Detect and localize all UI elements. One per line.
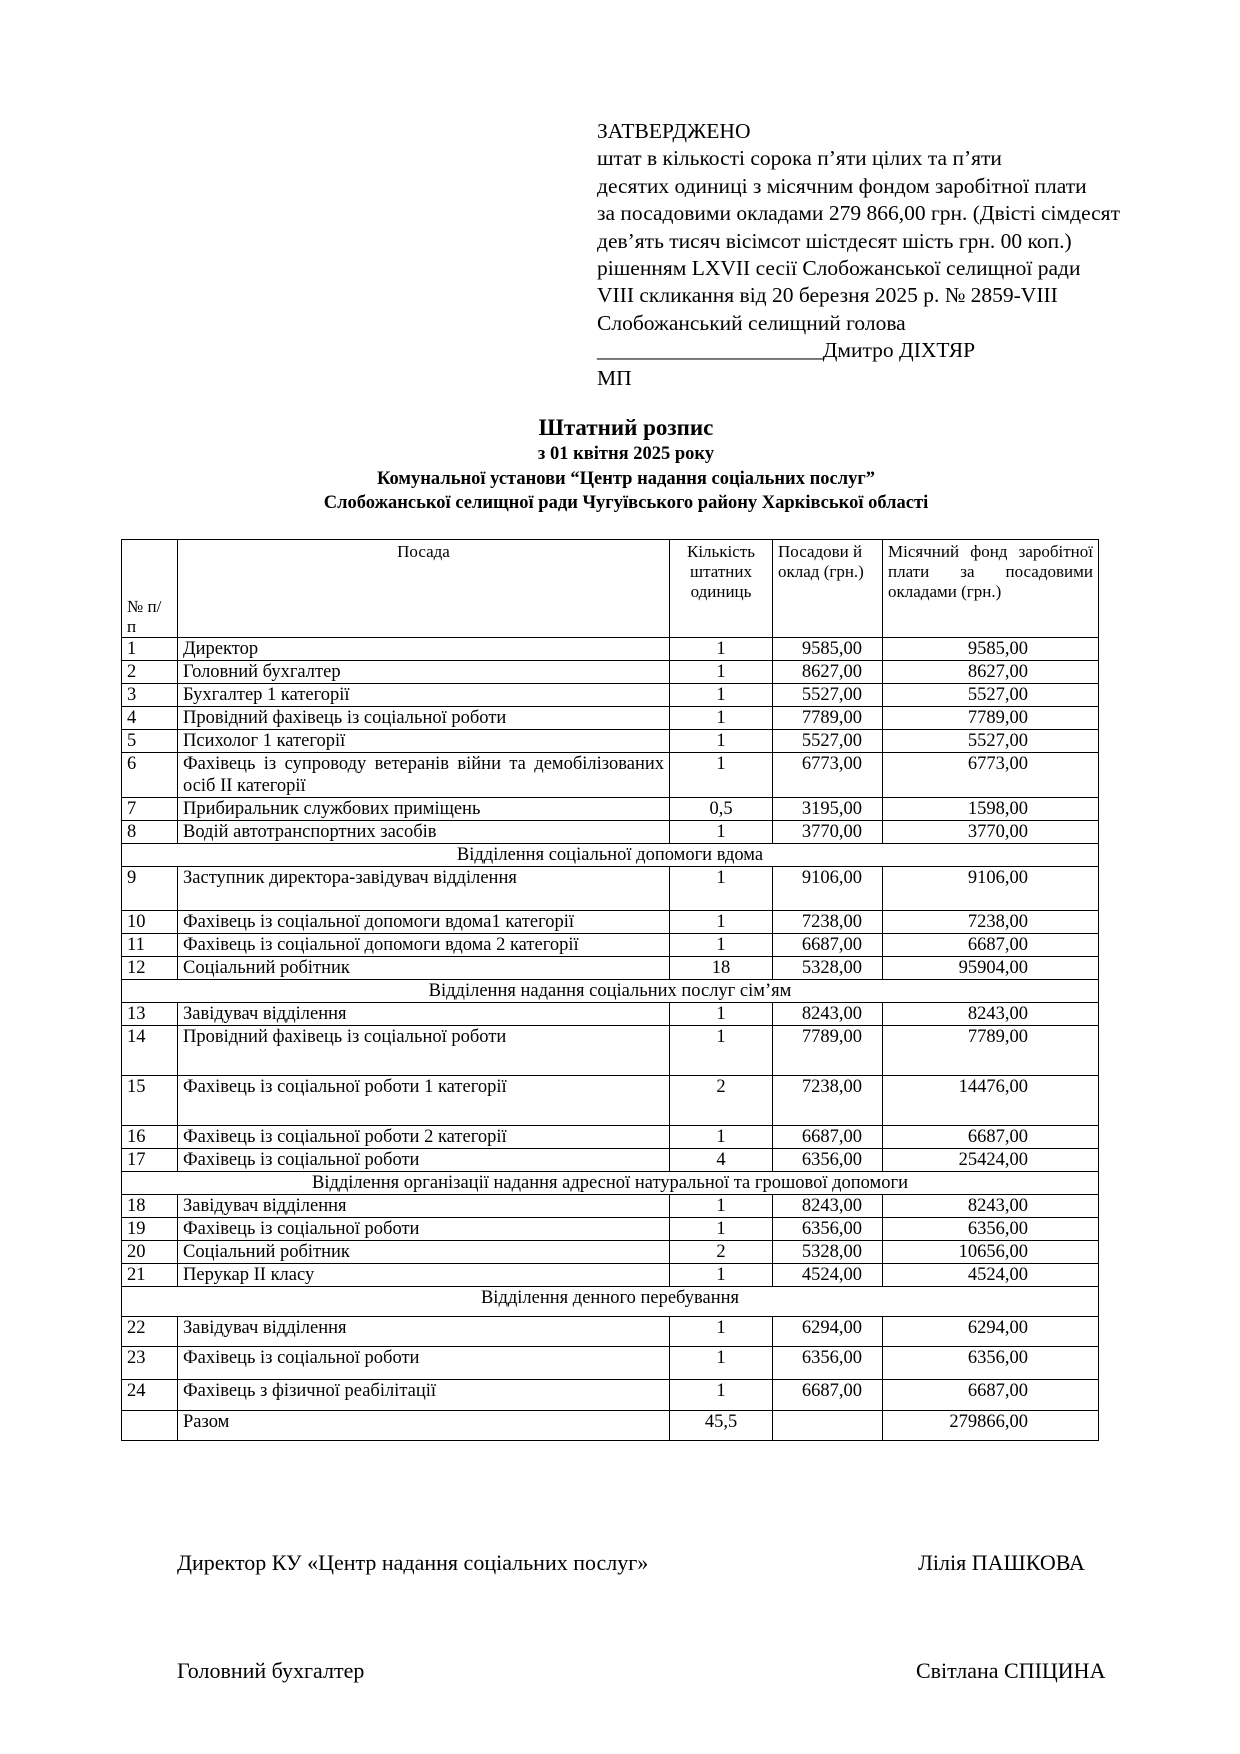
row-position: Директор bbox=[178, 638, 670, 661]
row-salary: 6294,00 bbox=[773, 1317, 883, 1347]
approval-seal-mark: МП bbox=[597, 365, 632, 390]
approval-signature-line: _____________________Дмитро ДІХТЯР bbox=[597, 338, 976, 363]
header-salary: Посадови й оклад (грн.) bbox=[773, 540, 883, 638]
row-number: 17 bbox=[122, 1149, 178, 1172]
row-number: 24 bbox=[122, 1380, 178, 1411]
document-title: Штатний розпис bbox=[538, 415, 714, 440]
row-count: 0,5 bbox=[670, 798, 773, 821]
row-position: Провідний фахівець із соціальної роботи bbox=[178, 707, 670, 730]
header-fund: Місячний фонд заробітної плати за посадовими окладами (грн.) bbox=[883, 540, 1099, 638]
row-count: 1 bbox=[670, 707, 773, 730]
total-number bbox=[122, 1411, 178, 1441]
row-position: Фахівець із соціальної роботи 1 категорії bbox=[178, 1076, 670, 1126]
approval-line: ЗАТВЕРДЖЕНО bbox=[597, 119, 751, 143]
approval-line: рішенням LXVII сесії Слобожанської селищної ради bbox=[597, 256, 1081, 281]
row-fund: 9585,00 bbox=[883, 638, 1099, 661]
row-count: 1 bbox=[670, 1026, 773, 1076]
row-salary: 6687,00 bbox=[773, 934, 883, 957]
organization-region: Слобожанської селищної ради Чугуївського району Харківської області bbox=[323, 493, 929, 513]
row-number: 1 bbox=[122, 638, 178, 661]
row-fund: 6687,00 bbox=[883, 934, 1099, 957]
row-count: 1 bbox=[670, 821, 773, 844]
row-salary: 5328,00 bbox=[773, 957, 883, 980]
row-count: 1 bbox=[670, 730, 773, 753]
approval-line: Слобожанський селищний голова bbox=[597, 310, 906, 335]
section-title: Відділення денного перебування bbox=[122, 1287, 1099, 1317]
row-salary: 9106,00 bbox=[773, 867, 883, 911]
director-title: Директор КУ «Центр надання соціальних послуг» bbox=[177, 1550, 649, 1575]
row-salary: 3770,00 bbox=[773, 821, 883, 844]
table-row bbox=[122, 661, 1099, 684]
approval-line: VIII скликання від 20 березня 2025 р. № 2859-VIII bbox=[597, 283, 1058, 308]
section-title: Відділення соціальної допомоги вдома bbox=[122, 844, 1099, 867]
row-position: Завідувач відділення bbox=[178, 1003, 670, 1026]
row-position: Прибиральник службових приміщень bbox=[178, 798, 670, 821]
approval-line: штат в кількості сорока п’яти цілих та п’яти bbox=[597, 146, 1002, 171]
row-number: 8 bbox=[122, 821, 178, 844]
section-title: Відділення організації надання адресної натуральної та грошової допомоги bbox=[122, 1172, 1099, 1195]
row-number: 16 bbox=[122, 1126, 178, 1149]
table-row bbox=[122, 867, 1099, 911]
row-position: Головний бухгалтер bbox=[178, 661, 670, 684]
section-row bbox=[122, 844, 1099, 867]
row-count: 1 bbox=[670, 684, 773, 707]
row-salary: 8627,00 bbox=[773, 661, 883, 684]
header-count: Кількість штатних одиниць bbox=[670, 540, 773, 638]
table-row bbox=[122, 957, 1099, 980]
table-row bbox=[122, 1380, 1099, 1411]
total-row bbox=[122, 1411, 1099, 1441]
row-salary: 8243,00 bbox=[773, 1195, 883, 1218]
row-number: 20 bbox=[122, 1241, 178, 1264]
row-fund: 6294,00 bbox=[883, 1317, 1099, 1347]
row-position: Фахівець із соціальної роботи bbox=[178, 1149, 670, 1172]
row-count: 1 bbox=[670, 1317, 773, 1347]
row-count: 1 bbox=[670, 1347, 773, 1380]
row-number: 19 bbox=[122, 1218, 178, 1241]
table-row bbox=[122, 730, 1099, 753]
row-count: 1 bbox=[670, 1218, 773, 1241]
row-number: 5 bbox=[122, 730, 178, 753]
total-label: Разом bbox=[178, 1411, 670, 1441]
row-salary: 7238,00 bbox=[773, 1076, 883, 1126]
row-salary: 7789,00 bbox=[773, 1026, 883, 1076]
row-fund: 6773,00 bbox=[883, 753, 1099, 798]
row-position: Бухгалтер 1 категорії bbox=[178, 684, 670, 707]
table-row bbox=[122, 1241, 1099, 1264]
table-row bbox=[122, 638, 1099, 661]
row-number: 11 bbox=[122, 934, 178, 957]
row-number: 12 bbox=[122, 957, 178, 980]
row-fund: 7238,00 bbox=[883, 911, 1099, 934]
row-number: 22 bbox=[122, 1317, 178, 1347]
table-row bbox=[122, 1126, 1099, 1149]
total-fund: 279866,00 bbox=[883, 1411, 1099, 1441]
row-count: 18 bbox=[670, 957, 773, 980]
row-position: Фахівець із соціальної роботи 2 категорії bbox=[178, 1126, 670, 1149]
header-number: № п/ п bbox=[122, 540, 178, 638]
row-count: 1 bbox=[670, 661, 773, 684]
row-number: 4 bbox=[122, 707, 178, 730]
row-number: 23 bbox=[122, 1347, 178, 1380]
accountant-name: Світлана СПІЦИНА bbox=[916, 1658, 1106, 1683]
row-fund: 3770,00 bbox=[883, 821, 1099, 844]
row-salary: 5527,00 bbox=[773, 730, 883, 753]
row-number: 9 bbox=[122, 867, 178, 911]
row-position: Заступник директора-завідувач відділення bbox=[178, 867, 670, 911]
row-fund: 5527,00 bbox=[883, 730, 1099, 753]
row-fund: 6356,00 bbox=[883, 1347, 1099, 1380]
row-count: 1 bbox=[670, 1264, 773, 1287]
table-row bbox=[122, 821, 1099, 844]
row-count: 1 bbox=[670, 1003, 773, 1026]
row-number: 13 bbox=[122, 1003, 178, 1026]
approval-line: десятих одиниці з місячним фондом заробітної плати bbox=[597, 173, 1087, 198]
total-salary bbox=[773, 1411, 883, 1441]
row-position: Фахівець із соціальної роботи bbox=[178, 1218, 670, 1241]
table-row bbox=[122, 1003, 1099, 1026]
section-row bbox=[122, 1287, 1099, 1317]
approval-line: дев’ять тисяч вісімсот шістдесят шість грн. 00 коп.) bbox=[597, 228, 1072, 253]
row-salary: 4524,00 bbox=[773, 1264, 883, 1287]
row-position: Фахівець із соціальної допомоги вдома 2 категорії bbox=[178, 934, 670, 957]
row-number: 10 bbox=[122, 911, 178, 934]
row-position: Завідувач відділення bbox=[178, 1195, 670, 1218]
table-row bbox=[122, 1149, 1099, 1172]
row-number: 21 bbox=[122, 1264, 178, 1287]
section-row bbox=[122, 1172, 1099, 1195]
header-position: Посада bbox=[178, 540, 670, 638]
row-position: Психолог 1 категорії bbox=[178, 730, 670, 753]
table-row bbox=[122, 1195, 1099, 1218]
row-fund: 6687,00 bbox=[883, 1380, 1099, 1411]
table-row bbox=[122, 753, 1099, 798]
row-fund: 25424,00 bbox=[883, 1149, 1099, 1172]
row-fund: 6687,00 bbox=[883, 1126, 1099, 1149]
row-fund: 14476,00 bbox=[883, 1076, 1099, 1126]
row-position: Соціальний робітник bbox=[178, 957, 670, 980]
table-row bbox=[122, 1026, 1099, 1076]
row-count: 1 bbox=[670, 753, 773, 798]
table-row bbox=[122, 911, 1099, 934]
table-row bbox=[122, 1347, 1099, 1380]
row-salary: 7789,00 bbox=[773, 707, 883, 730]
row-position: Перукар II класу bbox=[178, 1264, 670, 1287]
row-salary: 8243,00 bbox=[773, 1003, 883, 1026]
row-count: 1 bbox=[670, 911, 773, 934]
row-fund: 9106,00 bbox=[883, 867, 1099, 911]
row-number: 3 bbox=[122, 684, 178, 707]
director-name: Лілія ПАШКОВА bbox=[918, 1550, 1085, 1575]
table-row bbox=[122, 1218, 1099, 1241]
row-position: Фахівець із супроводу ветеранів війни та демобілізованих осіб II категорії bbox=[178, 753, 670, 798]
row-number: 14 bbox=[122, 1026, 178, 1076]
row-count: 4 bbox=[670, 1149, 773, 1172]
row-salary: 5527,00 bbox=[773, 684, 883, 707]
section-title: Відділення надання соціальних послуг сім’ям bbox=[122, 980, 1099, 1003]
row-salary: 6356,00 bbox=[773, 1347, 883, 1380]
document-date: з 01 квітня 2025 року bbox=[537, 444, 715, 464]
table-row bbox=[122, 1264, 1099, 1287]
table-row bbox=[122, 934, 1099, 957]
row-fund: 8627,00 bbox=[883, 661, 1099, 684]
row-count: 1 bbox=[670, 1126, 773, 1149]
row-position: Провідний фахівець із соціальної роботи bbox=[178, 1026, 670, 1076]
row-salary: 6356,00 bbox=[773, 1149, 883, 1172]
row-fund: 7789,00 bbox=[883, 1026, 1099, 1076]
row-fund: 8243,00 bbox=[883, 1003, 1099, 1026]
row-fund: 4524,00 bbox=[883, 1264, 1099, 1287]
row-fund: 7789,00 bbox=[883, 707, 1099, 730]
row-number: 7 bbox=[122, 798, 178, 821]
row-fund: 6356,00 bbox=[883, 1218, 1099, 1241]
row-salary: 5328,00 bbox=[773, 1241, 883, 1264]
row-number: 2 bbox=[122, 661, 178, 684]
row-number: 18 bbox=[122, 1195, 178, 1218]
organization-name: Комунальної установи “Центр надання соціальних послуг” bbox=[377, 468, 875, 489]
approval-block bbox=[597, 118, 1157, 392]
row-salary: 9585,00 bbox=[773, 638, 883, 661]
row-fund: 8243,00 bbox=[883, 1195, 1099, 1218]
section-row bbox=[122, 980, 1099, 1003]
row-salary: 6773,00 bbox=[773, 753, 883, 798]
row-count: 1 bbox=[670, 1380, 773, 1411]
row-fund: 95904,00 bbox=[883, 957, 1099, 980]
row-count: 1 bbox=[670, 934, 773, 957]
document-title-block bbox=[120, 414, 1132, 516]
row-number: 15 bbox=[122, 1076, 178, 1126]
row-fund: 5527,00 bbox=[883, 684, 1099, 707]
row-salary: 6356,00 bbox=[773, 1218, 883, 1241]
table-row bbox=[122, 1076, 1099, 1126]
row-count: 1 bbox=[670, 867, 773, 911]
total-count: 45,5 bbox=[670, 1411, 773, 1441]
staff-table bbox=[121, 539, 1099, 1441]
row-position: Фахівець із соціальної роботи bbox=[178, 1347, 670, 1380]
row-position: Завідувач відділення bbox=[178, 1317, 670, 1347]
table-row bbox=[122, 707, 1099, 730]
row-fund: 1598,00 bbox=[883, 798, 1099, 821]
accountant-title: Головний бухгалтер bbox=[177, 1658, 365, 1683]
row-position: Фахівець з фізичної реабілітації bbox=[178, 1380, 670, 1411]
row-position: Фахівець із соціальної допомоги вдома1 категорії bbox=[178, 911, 670, 934]
row-salary: 6687,00 bbox=[773, 1380, 883, 1411]
row-salary: 3195,00 bbox=[773, 798, 883, 821]
row-number: 6 bbox=[122, 753, 178, 798]
row-position: Водій автотранспортних засобів bbox=[178, 821, 670, 844]
row-count: 2 bbox=[670, 1076, 773, 1126]
row-salary: 7238,00 bbox=[773, 911, 883, 934]
row-count: 1 bbox=[670, 1195, 773, 1218]
row-fund: 10656,00 bbox=[883, 1241, 1099, 1264]
row-salary: 6687,00 bbox=[773, 1126, 883, 1149]
row-position: Соціальний робітник bbox=[178, 1241, 670, 1264]
table-row bbox=[122, 798, 1099, 821]
approval-line: за посадовими окладами 279 866,00 грн. (Двісті сімдесят bbox=[597, 201, 1120, 226]
table-row bbox=[122, 1317, 1099, 1347]
row-count: 2 bbox=[670, 1241, 773, 1264]
row-count: 1 bbox=[670, 638, 773, 661]
table-header-row bbox=[122, 540, 1099, 638]
table-row bbox=[122, 684, 1099, 707]
